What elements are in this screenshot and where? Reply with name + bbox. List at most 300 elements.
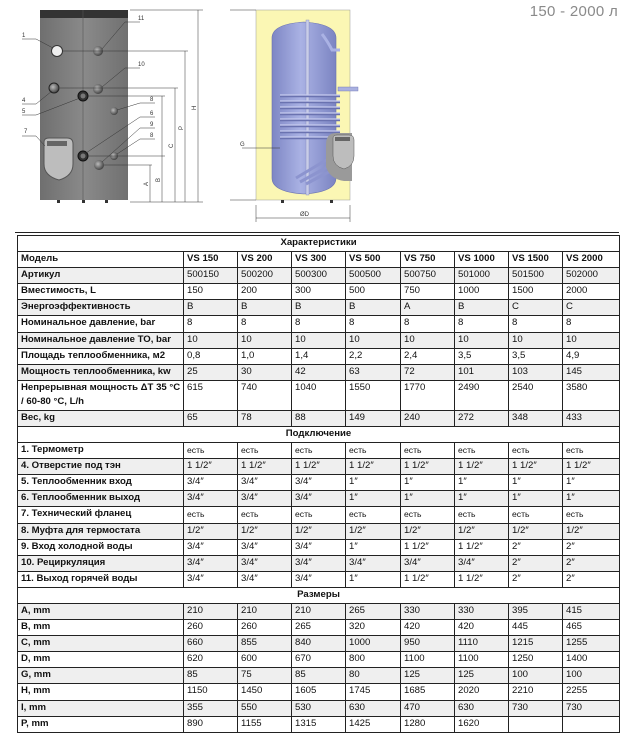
value-cell: есть [184,507,238,523]
row-label: 7. Технический фланец [18,507,184,523]
row-label: 9. Вход холодной воды [18,539,184,555]
value-cell: 125 [455,668,509,684]
value-cell: 348 [509,410,563,426]
svg-text:9: 9 [150,122,154,128]
value-cell: 1,0 [238,348,292,364]
value-cell: 470 [401,700,455,716]
value-cell: 501500 [509,268,563,284]
value-cell: 3/4″ [292,539,346,555]
value-cell: 85 [184,668,238,684]
value-cell: 8 [184,316,238,332]
model-cell: VS 1500 [509,252,563,268]
value-cell: 300 [292,284,346,300]
svg-text:6: 6 [150,111,154,117]
table-row [18,284,620,300]
value-cell: 150 [184,284,238,300]
value-cell: 1 1/2″ [238,459,292,475]
value-cell: 210 [238,603,292,619]
value-cell: 2020 [455,684,509,700]
table-row [18,300,620,316]
row-label: Энергоэффективность [18,300,184,316]
value-cell: 1400 [563,652,620,668]
value-cell: 330 [455,603,509,619]
value-cell: 3/4″ [238,539,292,555]
value-cell: есть [238,507,292,523]
value-cell: B [346,300,401,316]
value-cell: 2″ [509,539,563,555]
value-cell: B [292,300,346,316]
row-label: I, mm [18,700,184,716]
table-row [18,410,620,426]
value-cell: есть [346,443,401,459]
value-cell: 10 [184,332,238,348]
value-cell: 1 1/2″ [401,571,455,587]
value-cell: 1 1/2″ [455,571,509,587]
value-cell: 100 [563,668,620,684]
value-cell: 1745 [346,684,401,700]
connection-rows [18,443,620,588]
value-cell: 890 [184,716,238,732]
volume-range-label: 150 - 2000 л [529,3,618,20]
svg-text:G: G [240,142,245,148]
value-cell: 1215 [509,636,563,652]
value-cell: 1 1/2″ [346,459,401,475]
value-cell: 670 [292,652,346,668]
section-view [230,10,358,222]
value-cell: 85 [292,668,346,684]
value-cell: 500750 [401,268,455,284]
value-cell: 2540 [509,380,563,410]
value-cell: 730 [563,700,620,716]
value-cell: 3/4″ [238,491,292,507]
table-row [18,332,620,348]
specifications-table [17,235,620,733]
value-cell: 1 1/2″ [563,459,620,475]
value-cell: 330 [401,603,455,619]
value-cell: 855 [238,636,292,652]
value-cell: 1 1/2″ [401,459,455,475]
value-cell: 75 [238,668,292,684]
value-cell: 1150 [184,684,238,700]
value-cell: 1 1/2″ [292,459,346,475]
value-cell: 3/4″ [184,539,238,555]
dimension-rows [18,603,620,732]
value-cell: 1 1/2″ [509,459,563,475]
value-cell: 149 [346,410,401,426]
table-row [18,268,620,284]
value-cell: 355 [184,700,238,716]
value-cell: 465 [563,620,620,636]
value-cell: 265 [292,620,346,636]
value-cell: 2″ [509,571,563,587]
value-cell: 65 [184,410,238,426]
value-cell: 600 [238,652,292,668]
value-cell: 4,9 [563,348,620,364]
table-row [18,555,620,571]
value-cell: 3/4″ [292,491,346,507]
model-cell: VS 300 [292,252,346,268]
value-cell: 3/4″ [184,555,238,571]
value-cell: 1″ [401,491,455,507]
value-cell: 1500 [509,284,563,300]
value-cell: 8 [455,316,509,332]
value-cell: есть [238,443,292,459]
svg-text:4: 4 [22,98,26,104]
value-cell: 1280 [401,716,455,732]
value-cell: 3,5 [509,348,563,364]
row-label: G, mm [18,668,184,684]
value-cell: 550 [238,700,292,716]
value-cell: 1/2″ [292,523,346,539]
characteristics-rows [18,268,620,427]
value-cell: 240 [401,410,455,426]
svg-text:P: P [179,125,185,130]
value-cell: 1110 [455,636,509,652]
svg-text:8: 8 [150,97,154,103]
value-cell: 272 [455,410,509,426]
value-cell: 1/2″ [346,523,401,539]
row-label: Вместимость, L [18,284,184,300]
value-cell: 2,4 [401,348,455,364]
row-label: A, mm [18,603,184,619]
value-cell: 3,5 [455,348,509,364]
value-cell: 25 [184,364,238,380]
value-cell: 8 [292,316,346,332]
row-label-line: / 60-80 °С, L/h [21,395,85,407]
row-label: D, mm [18,652,184,668]
row-label: 1. Термометр [18,443,184,459]
value-cell: 730 [509,700,563,716]
value-cell: C [563,300,620,316]
value-cell: 800 [346,652,401,668]
value-cell: 100 [509,668,563,684]
value-cell: 1″ [509,491,563,507]
value-cell: 1605 [292,684,346,700]
value-cell: 42 [292,364,346,380]
row-label: Мощность теплообменника, kw [18,364,184,380]
svg-text:ØD: ØD [300,212,309,218]
svg-text:A: A [144,181,150,186]
value-cell: 3/4″ [292,555,346,571]
value-cell: 63 [346,364,401,380]
model-cell: VS 1000 [455,252,509,268]
value-cell: 1770 [401,380,455,410]
value-cell: B [184,300,238,316]
value-cell: 1155 [238,716,292,732]
value-cell: 950 [401,636,455,652]
value-cell: 1″ [509,475,563,491]
value-cell: 660 [184,636,238,652]
table-row [18,620,620,636]
value-cell: 8 [238,316,292,332]
value-cell: 1250 [509,652,563,668]
value-cell: 420 [401,620,455,636]
table-row [18,316,620,332]
svg-text:7: 7 [24,129,28,135]
value-cell: 8 [346,316,401,332]
value-cell: 840 [292,636,346,652]
value-cell: 500300 [292,268,346,284]
table-row [18,668,620,684]
value-cell: 3/4″ [455,555,509,571]
table-row [18,491,620,507]
section-header-connections [18,426,620,442]
value-cell: 1425 [346,716,401,732]
value-cell: 415 [563,603,620,619]
value-cell: 2255 [563,684,620,700]
table-row [18,364,620,380]
value-cell: 210 [184,603,238,619]
value-cell: 1 1/2″ [401,539,455,555]
value-cell: 260 [238,620,292,636]
row-label: 6. Теплообменник выход [18,491,184,507]
value-cell: 10 [292,332,346,348]
row-label: 8. Муфта для термостата [18,523,184,539]
value-cell: 8 [401,316,455,332]
value-cell: 10 [563,332,620,348]
table-row [18,459,620,475]
value-cell: 78 [238,410,292,426]
value-cell: 8 [563,316,620,332]
front-view [22,10,203,203]
value-cell: 1″ [455,491,509,507]
table-row [18,700,620,716]
value-cell: 1 1/2″ [455,459,509,475]
value-cell: 320 [346,620,401,636]
value-cell: C [509,300,563,316]
value-cell: 10 [509,332,563,348]
value-cell: 10 [455,332,509,348]
value-cell: есть [401,443,455,459]
value-cell: есть [184,443,238,459]
value-cell: 2″ [563,555,620,571]
svg-text:H: H [192,105,198,110]
value-cell: есть [401,507,455,523]
value-cell: 145 [563,364,620,380]
svg-text:8: 8 [150,133,154,139]
value-cell: 72 [401,364,455,380]
value-cell: 500500 [346,268,401,284]
value-cell: есть [346,507,401,523]
table-row [18,539,620,555]
svg-text:5: 5 [22,109,26,115]
value-cell: A [401,300,455,316]
table-row [18,684,620,700]
value-cell: 3580 [563,380,620,410]
model-cell: VS 750 [401,252,455,268]
value-cell: есть [509,507,563,523]
row-label: H, mm [18,684,184,700]
row-label: Модель [18,252,184,268]
row-label: C, mm [18,636,184,652]
value-cell: 1″ [346,571,401,587]
table-row [18,652,620,668]
value-cell: 2490 [455,380,509,410]
value-cell: 0,8 [184,348,238,364]
row-label: 4. Отверстие под тэн [18,459,184,475]
value-cell: 2210 [509,684,563,700]
value-cell: 620 [184,652,238,668]
row-label: Номинальное давление ТО, bar [18,332,184,348]
value-cell: 750 [401,284,455,300]
value-cell: 3/4″ [184,571,238,587]
model-row [18,252,620,268]
table-row [18,603,620,619]
svg-text:C: C [169,143,175,148]
table-row [18,507,620,523]
row-label-line: Непрерывная мощность ΔТ 35 °С [21,381,181,393]
value-cell: 30 [238,364,292,380]
value-cell: есть [563,443,620,459]
value-cell: 1/2″ [401,523,455,539]
table-row [18,571,620,587]
svg-text:1: 1 [22,33,26,39]
value-cell: 502000 [563,268,620,284]
value-cell: 88 [292,410,346,426]
value-cell [563,716,620,732]
value-cell: есть [509,443,563,459]
value-cell: 2″ [509,555,563,571]
value-cell: 1″ [346,475,401,491]
model-cell: VS 500 [346,252,401,268]
svg-text:10: 10 [138,62,145,68]
value-cell: 1685 [401,684,455,700]
value-cell: есть [563,507,620,523]
model-cell: VS 200 [238,252,292,268]
value-cell: 103 [509,364,563,380]
table-row [18,380,620,410]
row-label: 11. Выход горячей воды [18,571,184,587]
value-cell: есть [455,443,509,459]
value-cell: 265 [346,603,401,619]
value-cell: 615 [184,380,238,410]
value-cell: 630 [346,700,401,716]
table-row [18,523,620,539]
value-cell: 740 [238,380,292,410]
value-cell [509,716,563,732]
value-cell: 3/4″ [292,571,346,587]
value-cell: 1620 [455,716,509,732]
svg-text:11: 11 [138,16,145,22]
value-cell: 10 [238,332,292,348]
table-row [18,443,620,459]
model-cell: VS 2000 [563,252,620,268]
value-cell: 445 [509,620,563,636]
section-header-characteristics [18,236,620,252]
value-cell: 1/2″ [455,523,509,539]
value-cell: 2,2 [346,348,401,364]
value-cell: 1315 [292,716,346,732]
value-cell: 3/4″ [238,571,292,587]
row-label: 10. Рециркуляция [18,555,184,571]
table-row [18,636,620,652]
value-cell: 210 [292,603,346,619]
value-cell: 3/4″ [238,555,292,571]
table-row [18,716,620,732]
value-cell: есть [292,443,346,459]
value-cell: 10 [346,332,401,348]
value-cell: 1000 [346,636,401,652]
value-cell: 1550 [346,380,401,410]
value-cell: 10 [401,332,455,348]
value-cell: есть [292,507,346,523]
section-header-dimensions [18,587,620,603]
value-cell: 3/4″ [292,475,346,491]
value-cell: 1″ [563,491,620,507]
value-cell: 420 [455,620,509,636]
value-cell: 2″ [563,539,620,555]
value-cell: 3/4″ [184,475,238,491]
value-cell: 530 [292,700,346,716]
value-cell: 500 [346,284,401,300]
row-label: Артикул [18,268,184,284]
top-divider [15,232,619,233]
value-cell: 501000 [455,268,509,284]
value-cell: 1000 [455,284,509,300]
value-cell: 260 [184,620,238,636]
row-label: B, mm [18,620,184,636]
boiler-technical-drawing [0,0,420,230]
value-cell: 1/2″ [509,523,563,539]
value-cell: 3/4″ [184,491,238,507]
value-cell: 1 1/2″ [184,459,238,475]
value-cell: 3/4″ [346,555,401,571]
model-cell: VS 150 [184,252,238,268]
value-cell: 1″ [563,475,620,491]
value-cell: 1/2″ [184,523,238,539]
value-cell: 3/4″ [401,555,455,571]
svg-text:B: B [156,177,162,182]
value-cell: 1,4 [292,348,346,364]
value-cell: 1/2″ [563,523,620,539]
section-title: Размеры [18,587,620,603]
table-row [18,348,620,364]
value-cell: 2″ [563,571,620,587]
row-label: P, mm [18,716,184,732]
value-cell: 125 [401,668,455,684]
value-cell: 1″ [401,475,455,491]
value-cell: 1255 [563,636,620,652]
value-cell: 3/4″ [238,475,292,491]
value-cell: 1100 [455,652,509,668]
value-cell: 1/2″ [238,523,292,539]
value-cell: 1100 [401,652,455,668]
value-cell: 1″ [455,475,509,491]
value-cell: 80 [346,668,401,684]
value-cell: 101 [455,364,509,380]
row-label [18,380,184,410]
row-label: Вес, kg [18,410,184,426]
value-cell: 500150 [184,268,238,284]
value-cell: B [455,300,509,316]
row-label: Номинальное давление, bar [18,316,184,332]
section-title: Характеристики [18,236,620,252]
value-cell: 630 [455,700,509,716]
row-label: Площадь теплообменника, м2 [18,348,184,364]
value-cell: 1 1/2″ [455,539,509,555]
table-row [18,475,620,491]
value-cell: 500200 [238,268,292,284]
value-cell: 1040 [292,380,346,410]
value-cell: 1″ [346,491,401,507]
section-title: Подключение [18,426,620,442]
value-cell: есть [455,507,509,523]
value-cell: 1″ [346,539,401,555]
row-label: 5. Теплообменник вход [18,475,184,491]
value-cell: 8 [509,316,563,332]
value-cell: 433 [563,410,620,426]
value-cell: B [238,300,292,316]
